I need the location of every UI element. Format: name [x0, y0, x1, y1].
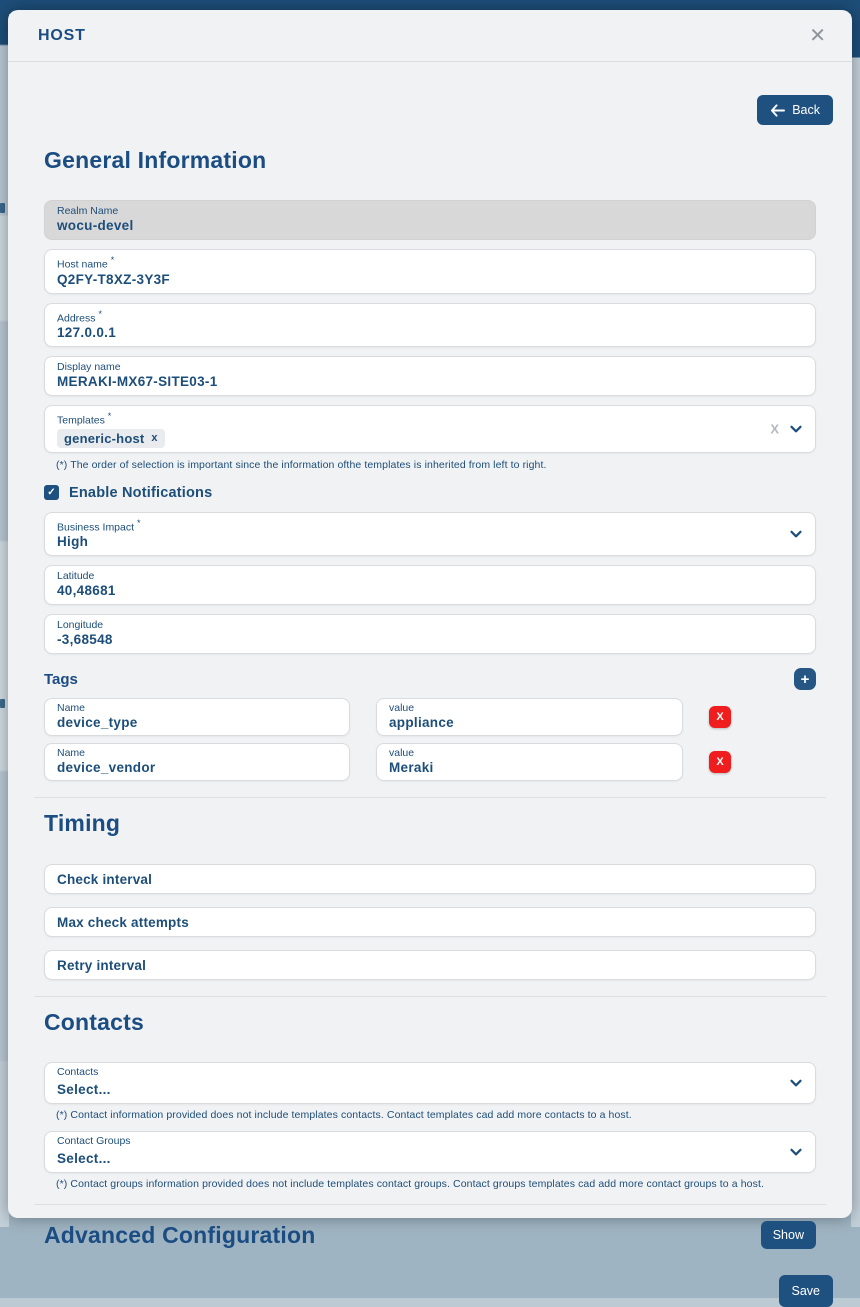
tag-row: [44, 698, 816, 736]
longitude-value[interactable]: -3,68548: [57, 632, 113, 647]
templates-note: (*) The order of selection is important since the information ofthe templates is inherited from left to right.: [56, 458, 547, 471]
tag-value-value[interactable]: Meraki: [389, 760, 434, 775]
chip-remove-icon[interactable]: x: [151, 432, 158, 444]
timing-heading: Timing: [44, 810, 121, 836]
realm-name-label: Realm Name: [57, 205, 119, 217]
plus-icon: +: [800, 670, 810, 688]
remove-tag-button[interactable]: X: [709, 706, 731, 728]
display-name-value[interactable]: MERAKI-MX67-SITE03-1: [57, 374, 218, 389]
realm-name-value: wocu-devel: [57, 218, 134, 233]
modal-header: [8, 10, 852, 62]
contact-groups-label: Contact Groups: [57, 1135, 131, 1147]
tag-name-value[interactable]: device_type: [57, 715, 138, 730]
section-divider: [34, 1204, 826, 1205]
required-asterisk: *: [107, 411, 112, 421]
chevron-down-icon[interactable]: [788, 1075, 804, 1091]
longitude-label: Longitude: [57, 619, 104, 631]
chevron-down-icon[interactable]: [788, 421, 804, 437]
enable-notifications-label: Enable Notifications: [69, 484, 213, 501]
address-label: Address: [57, 312, 96, 324]
templates-field[interactable]: [44, 405, 816, 453]
contact-groups-placeholder: Select...: [57, 1151, 111, 1166]
contacts-note: (*) Contact information provided does not include templates contacts. Contact templates cad add more contacts to a host.: [56, 1109, 632, 1121]
checkbox-checked-icon[interactable]: ✓: [44, 485, 59, 500]
retry-interval-label: Retry interval: [57, 957, 147, 973]
host-name-field[interactable]: [44, 249, 816, 294]
host-name-value[interactable]: Q2FY-T8XZ-3Y3F: [57, 271, 170, 287]
template-chip: [57, 429, 165, 448]
display-name-label: Display name: [57, 361, 121, 373]
max-check-attempts-field[interactable]: [44, 907, 816, 937]
tag-value-field[interactable]: [376, 698, 683, 736]
section-divider: [34, 797, 826, 798]
host-name-label: Host name: [57, 258, 108, 271]
business-impact-label: Business Impact: [57, 521, 135, 533]
contacts-label: Contacts: [57, 1066, 99, 1078]
required-asterisk: *: [110, 255, 115, 265]
tag-name-field[interactable]: [44, 743, 350, 781]
backdrop-text-fragment: [0, 699, 5, 708]
backdrop-text-fragment: [0, 203, 5, 213]
enable-notifications-checkbox-row[interactable]: [44, 485, 816, 501]
check-interval-label: Check interval: [57, 871, 153, 887]
contacts-placeholder: Select...: [57, 1082, 111, 1097]
show-advanced-button[interactable]: Show: [761, 1221, 816, 1249]
templates-label: Templates: [57, 414, 105, 427]
check-interval-field[interactable]: [44, 864, 816, 894]
latitude-label: Latitude: [57, 570, 95, 582]
tag-name-label: Name: [57, 702, 86, 714]
advanced-configuration-heading: Advanced Configuration: [44, 1222, 316, 1248]
back-button[interactable]: [757, 95, 833, 125]
tag-value-label: value: [389, 747, 415, 759]
modal-title: HOST: [38, 26, 86, 44]
latitude-field[interactable]: [44, 565, 816, 605]
add-tag-button[interactable]: [794, 668, 816, 690]
contact-groups-note: (*) Contact groups information provided does not include templates contact groups. Contact groups templates cad add more contact groups to a host.: [56, 1178, 764, 1190]
tag-name-label: Name: [57, 747, 86, 759]
clear-selection-icon[interactable]: X: [770, 421, 779, 437]
contacts-select[interactable]: [44, 1062, 816, 1104]
address-field[interactable]: [44, 303, 816, 348]
latitude-value[interactable]: 40,48681: [57, 583, 116, 598]
modal-body: [8, 95, 852, 1307]
general-information-heading: General Information: [44, 147, 267, 173]
contact-groups-select[interactable]: [44, 1131, 816, 1173]
tag-value-label: value: [389, 702, 415, 714]
longitude-field[interactable]: [44, 614, 816, 654]
chevron-down-icon[interactable]: [788, 1144, 804, 1160]
section-divider: [34, 996, 826, 997]
address-value[interactable]: 127.0.0.1: [57, 325, 117, 340]
remove-tag-button[interactable]: X: [709, 751, 731, 773]
retry-interval-field[interactable]: [44, 950, 816, 980]
display-name-field[interactable]: [44, 356, 816, 396]
required-asterisk: *: [98, 308, 102, 319]
contacts-heading: Contacts: [44, 1009, 145, 1035]
chevron-down-icon[interactable]: [788, 526, 804, 542]
realm-name-field: [44, 200, 816, 240]
close-icon[interactable]: ✕: [809, 24, 826, 47]
tag-value-value[interactable]: appliance: [389, 715, 454, 730]
required-asterisk: *: [136, 517, 141, 528]
tag-name-field[interactable]: [44, 698, 350, 736]
template-chip-label: generic-host: [64, 430, 145, 446]
tag-name-value[interactable]: device_vendor: [57, 760, 156, 775]
business-impact-value: High: [57, 534, 89, 549]
tags-heading: Tags: [44, 670, 78, 688]
business-impact-select[interactable]: [44, 512, 816, 557]
max-check-attempts-label: Max check attempts: [57, 914, 189, 930]
host-modal: [8, 10, 852, 1298]
backdrop-right-strip: [851, 0, 860, 1227]
back-button-label: Back: [792, 103, 820, 117]
arrow-left-icon: [770, 104, 785, 117]
save-button[interactable]: Save: [779, 1275, 834, 1307]
tag-value-field[interactable]: [376, 743, 683, 781]
tag-row: [44, 743, 816, 781]
